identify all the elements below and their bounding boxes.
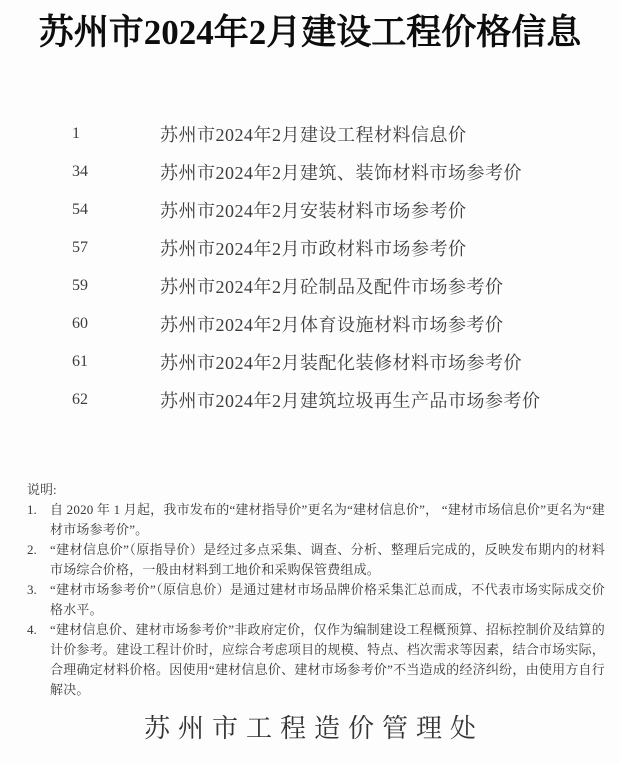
note-number: 2. bbox=[27, 542, 37, 557]
toc-entry-title: 苏州市2024年2月安装材料市场参考价 bbox=[160, 201, 467, 221]
toc-entry-title: 苏州市2024年2月装配化装修材料市场参考价 bbox=[160, 353, 522, 373]
note-item bbox=[27, 580, 605, 620]
toc-entry-title: 苏州市2024年2月砼制品及配件市场参考价 bbox=[160, 277, 504, 297]
toc-row bbox=[0, 191, 620, 229]
publisher-name: 苏州市工程造价管理处 bbox=[143, 714, 484, 743]
note-number: 1. bbox=[27, 502, 37, 517]
toc-entry-title: 苏州市2024年2月市政材料市场参考价 bbox=[160, 239, 467, 259]
notes-section bbox=[27, 480, 605, 700]
note-item bbox=[27, 620, 605, 700]
note-text: “建材信息价”（原指导价）是经过多点采集、调查、分析、整理后完成的，反映发布期内的材料市场综合价格，一般由材料到工地价和采购保管费组成。 bbox=[50, 542, 605, 577]
toc-row bbox=[0, 115, 620, 153]
toc-page-number: 61 bbox=[72, 353, 88, 370]
toc-page-number: 62 bbox=[72, 391, 88, 408]
note-text: “建材信息价、建材市场参考价”非政府定价，仅作为编制建设工程概预算、招标控制价及结算的计价参考。建设工程计价时，应综合考虑项目的规模、特点、档次需求等因素，结合市场实际，合理确定材料价格。因使用“建材信息价、建材市场参考价”不当造成的经济纠纷，由使用方自行解决。 bbox=[50, 622, 605, 697]
toc-entry-title: 苏州市2024年2月体育设施材料市场参考价 bbox=[160, 315, 504, 335]
toc-entry-title: 苏州市2024年2月建筑垃圾再生产品市场参考价 bbox=[160, 391, 541, 411]
toc-page-number: 1 bbox=[72, 125, 80, 142]
toc-row bbox=[0, 267, 620, 305]
note-text: 自 2020 年 1 月起，我市发布的“建材指导价”更名为“建材信息价”， “建材市场信息价”更名为“建材市场参考价”。 bbox=[50, 502, 605, 537]
toc-page-number: 59 bbox=[72, 277, 88, 294]
toc-page-number: 34 bbox=[72, 163, 88, 180]
toc-row bbox=[0, 229, 620, 267]
toc-row bbox=[0, 153, 620, 191]
note-number: 4. bbox=[27, 622, 37, 637]
toc-page-number: 57 bbox=[72, 239, 88, 256]
toc-row bbox=[0, 343, 620, 381]
note-item bbox=[27, 500, 605, 540]
table-of-contents bbox=[0, 115, 620, 419]
note-item bbox=[27, 540, 605, 580]
note-text: “建材市场参考价”（原信息价）是通过建材市场品牌价格采集汇总而成，不代表市场实际成交价格水平。 bbox=[50, 582, 605, 617]
toc-entry-title: 苏州市2024年2月建设工程材料信息价 bbox=[160, 125, 467, 145]
notes-heading: 说明: bbox=[27, 482, 57, 497]
note-number: 3. bbox=[27, 582, 37, 597]
toc-row bbox=[0, 305, 620, 343]
document-title: 苏州市2024年2月建设工程价格信息 bbox=[38, 13, 582, 52]
toc-entry-title: 苏州市2024年2月建筑、装饰材料市场参考价 bbox=[160, 163, 522, 183]
toc-row bbox=[0, 381, 620, 419]
toc-page-number: 60 bbox=[72, 315, 88, 332]
toc-page-number: 54 bbox=[72, 201, 88, 218]
